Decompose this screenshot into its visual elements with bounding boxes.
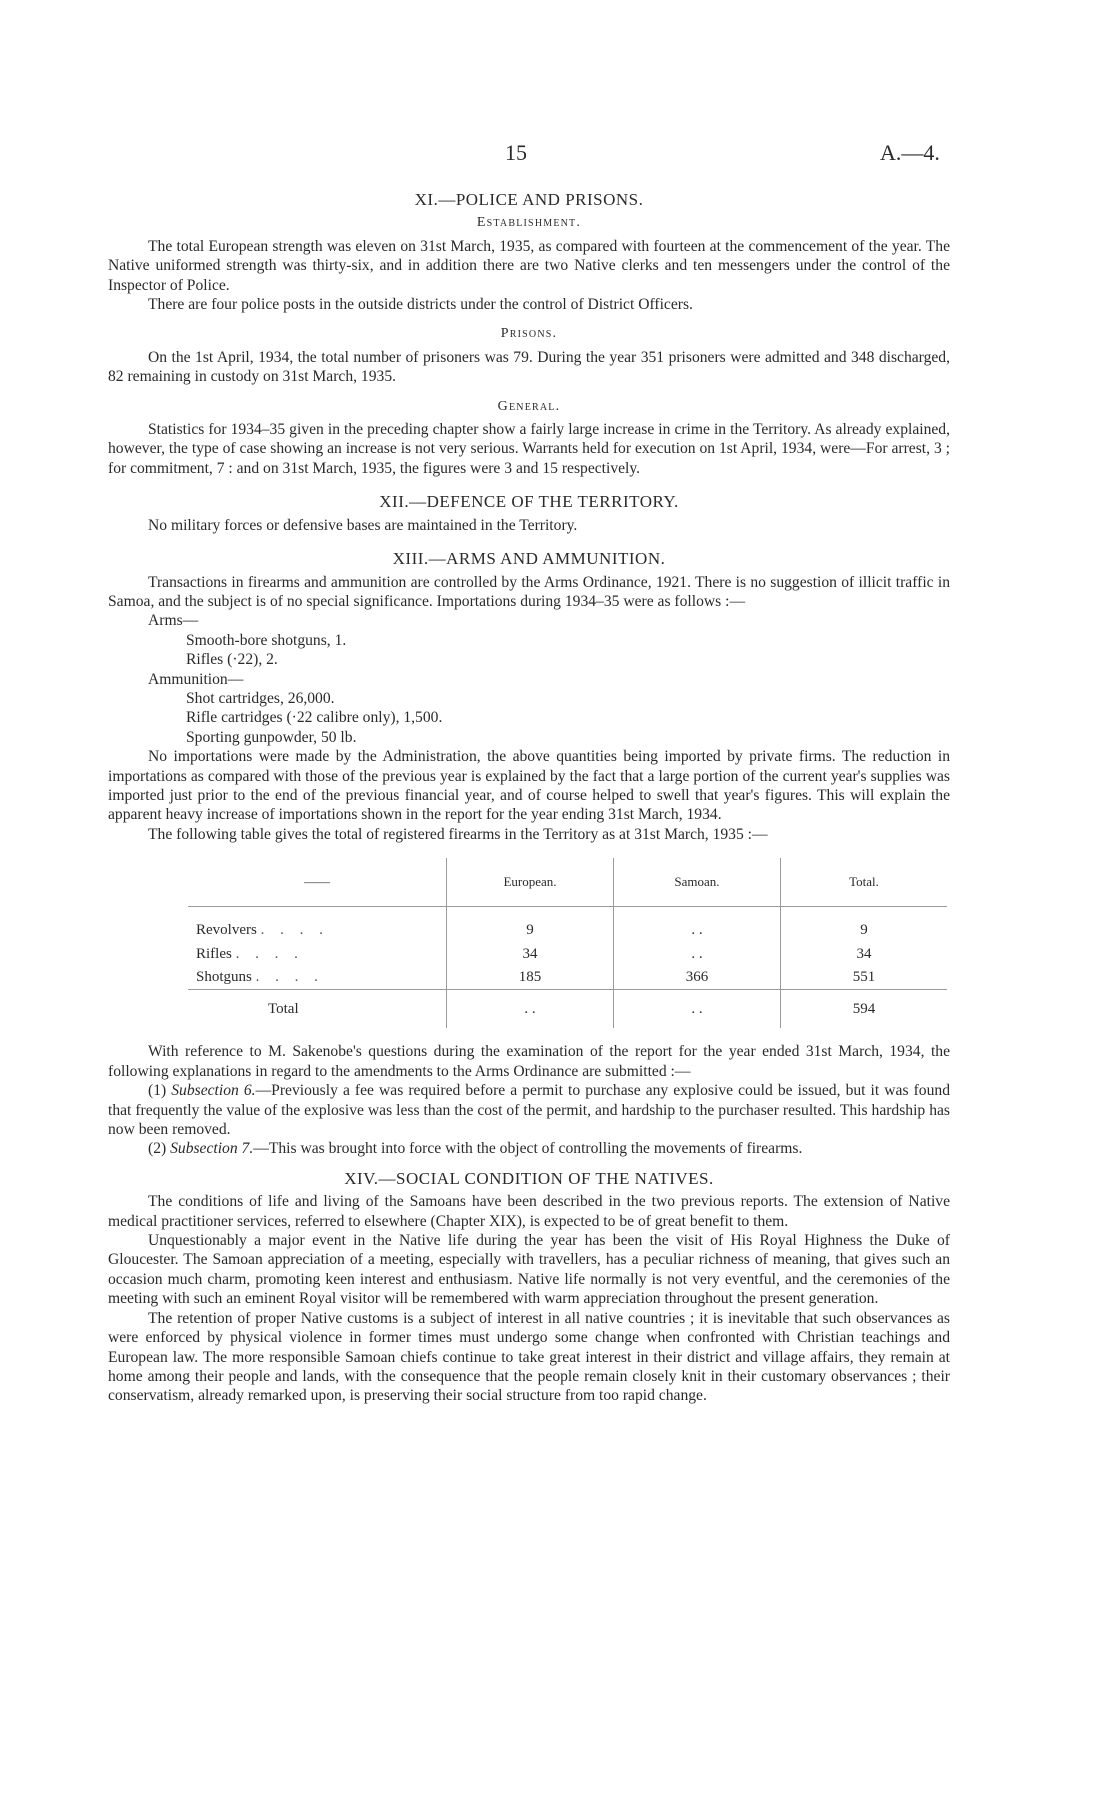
page-number: 15 xyxy=(505,140,527,165)
cell-european: . . xyxy=(447,990,614,1029)
list-item: Smooth-bore shotguns, 1. xyxy=(186,631,347,649)
row-label: Shotguns xyxy=(196,969,252,985)
paragraph-subsection-7: (2) Subsection 7.—This was brought into force with the object of controlling the movements of firearms. xyxy=(148,1140,803,1158)
cell-samoan: . . xyxy=(614,990,781,1029)
importations-list xyxy=(108,611,950,747)
cell-samoan: 366 xyxy=(614,966,781,990)
leader-dots: . . . . xyxy=(235,945,304,962)
subheading-general: General. xyxy=(497,398,561,414)
cell-samoan: . . xyxy=(614,943,781,966)
section-title-arms: XIII.—ARMS AND AMMUNITION. xyxy=(392,549,666,569)
cell-european: 34 xyxy=(447,943,614,966)
paragraph: No importations were made by the Administration, the above quantities being imported by private firms. The reduction in importations as compared with those of the previous year is explained by the fact that a large portion of the current year's supplies was imported just prior to the end of the previous financial year, and of course helped to swell that year's figures. This will explain the apparent heavy increase of importations shown in the report for the year ending 31st March, 1934. xyxy=(108,748,950,824)
subheading-establishment: Establishment. xyxy=(476,215,582,231)
leader-dots: . . . . xyxy=(260,922,329,939)
cell-total: 551 xyxy=(781,966,948,990)
paragraph: With reference to M. Sakenobe's questions during the examination of the report for the year ended 31st March, 1934, the following explanations in regard to the amendments to the Arms Ordinance are submitted :— xyxy=(108,1043,950,1080)
table-corner: —— xyxy=(188,858,447,907)
paragraph: The conditions of life and living of the Samoans have been described in the two previous reports. The extension of Native medical practitioner services, referred to elsewhere (Chapter XIX), is expected to be of great benefit to them. xyxy=(108,1193,950,1230)
table-row xyxy=(188,966,947,990)
paragraph: The following table gives the total of registered firearms in the Territory as at 31st March, 1935 :— xyxy=(148,825,768,843)
list-item: Sporting gunpowder, 50 lb. xyxy=(186,728,357,746)
section-title-social: XIV.—SOCIAL CONDITION OF THE NATIVES. xyxy=(344,1168,714,1188)
cell-total: 34 xyxy=(781,943,948,966)
paragraph: The total European strength was eleven on 31st March, 1935, as compared with fourteen at the commencement of the year. The Native uniformed strength was thirty-six, and in addition there are two Native clerks and ten messengers under the control of the Inspector of Police. xyxy=(108,237,950,294)
table-row xyxy=(188,943,947,966)
list-label-arms: Arms— xyxy=(148,612,199,630)
cell-total: 9 xyxy=(781,907,948,943)
cell-samoan: . . xyxy=(614,907,781,943)
cell-total: 594 xyxy=(781,990,948,1029)
column-header: European. xyxy=(447,858,614,907)
paragraph: There are four police posts in the outside districts under the control of District Officers. xyxy=(148,296,693,314)
paragraph: No military forces or defensive bases are maintained in the Territory. xyxy=(148,516,578,534)
document-reference: A.—4. xyxy=(880,140,940,165)
section-title-police: XI.—POLICE AND PRISONS. xyxy=(414,190,644,209)
row-label: Rifles xyxy=(196,945,232,962)
paragraph: The retention of proper Native customs is a subject of interest in all native countries ; it is inevitable that such observances as were enforced by physical violence in former times must undergo some change when confronted with Christian teachings and European law. The more responsible Samoan chiefs continue to take great interest in their district and village affairs, they remain at home among their people and lands, with the consequence that the people remain closely knit in their customary observances ; their conservatism, already remarked upon, is preserving their social structure from too rapid change. xyxy=(108,1309,950,1405)
firearms-table xyxy=(188,858,947,1028)
list-item: Rifles (·22), 2. xyxy=(186,651,278,669)
list-item: Shot cartridges, 26,000. xyxy=(186,689,335,707)
page-content xyxy=(108,190,950,1406)
list-label-ammunition: Ammunition— xyxy=(148,670,244,688)
subheading-prisons: Prisons. xyxy=(500,326,558,342)
paragraph: Statistics for 1934–35 given in the preceding chapter show a fairly large increase in crime in the Territory. As already explained, however, the type of case showing an increase is not very serious. Warrants held for execution on 1st April, 1934, were—For arrest, 3 ; for commitment, 7 : and on 31st March, 1935, the figures were 3 and 15 respectively. xyxy=(108,421,950,477)
table-row xyxy=(188,907,947,943)
paragraph: Transactions in firearms and ammunition are controlled by the Arms Ordinance, 1921. There is no suggestion of illicit traffic in Samoa, and the subject is of no special significance. Importations during 1934–35 were as follows :— xyxy=(108,573,950,610)
paragraph: Unquestionably a major event in the Native life during the year has been the visit of His Royal Highness the Duke of Gloucester. The Samoan appreciation of a meeting, especially with travellers, has a peculiar richness of meaning, that gives such an occasion much charm, promoting keen interest and enthusiasm. Native life normally is not very eventful, and the ceremonies of the meeting with such an eminent Royal visitor will be remembered with warm appreciation throughout the present generation. xyxy=(108,1232,950,1308)
subsection-label: Subsection 6. xyxy=(171,1082,256,1100)
page-header xyxy=(0,140,1114,170)
row-label: Revolvers xyxy=(196,922,257,939)
paragraph-subsection-6: (1) Subsection 6.—Previously a fee was required before a permit to purchase any explosive could be issued, but it was found that frequently the value of the explosive was less than the cost of the permit, and hardship to the purchaser resulted. This hardship has now been removed. xyxy=(108,1082,950,1139)
table-total-row xyxy=(188,990,947,1029)
column-header: Total. xyxy=(781,858,948,907)
section-title-defence: XII.—DEFENCE OF THE TERRITORY. xyxy=(379,492,679,512)
cell-european: 185 xyxy=(447,966,614,990)
list-item: Rifle cartridges (·22 calibre only), 1,500. xyxy=(186,709,443,727)
paragraph: On the 1st April, 1934, the total number of prisoners was 79. During the year 351 prisoners were admitted and 348 discharged, 82 remaining in custody on 31st March, 1935. xyxy=(108,348,950,386)
table-header-row xyxy=(188,858,947,907)
leader-dots: . . . . xyxy=(255,969,324,985)
subsection-label: Subsection 7. xyxy=(170,1140,254,1158)
column-header: Samoan. xyxy=(614,858,781,907)
cell-european: 9 xyxy=(447,907,614,943)
row-label: Total xyxy=(188,990,447,1029)
